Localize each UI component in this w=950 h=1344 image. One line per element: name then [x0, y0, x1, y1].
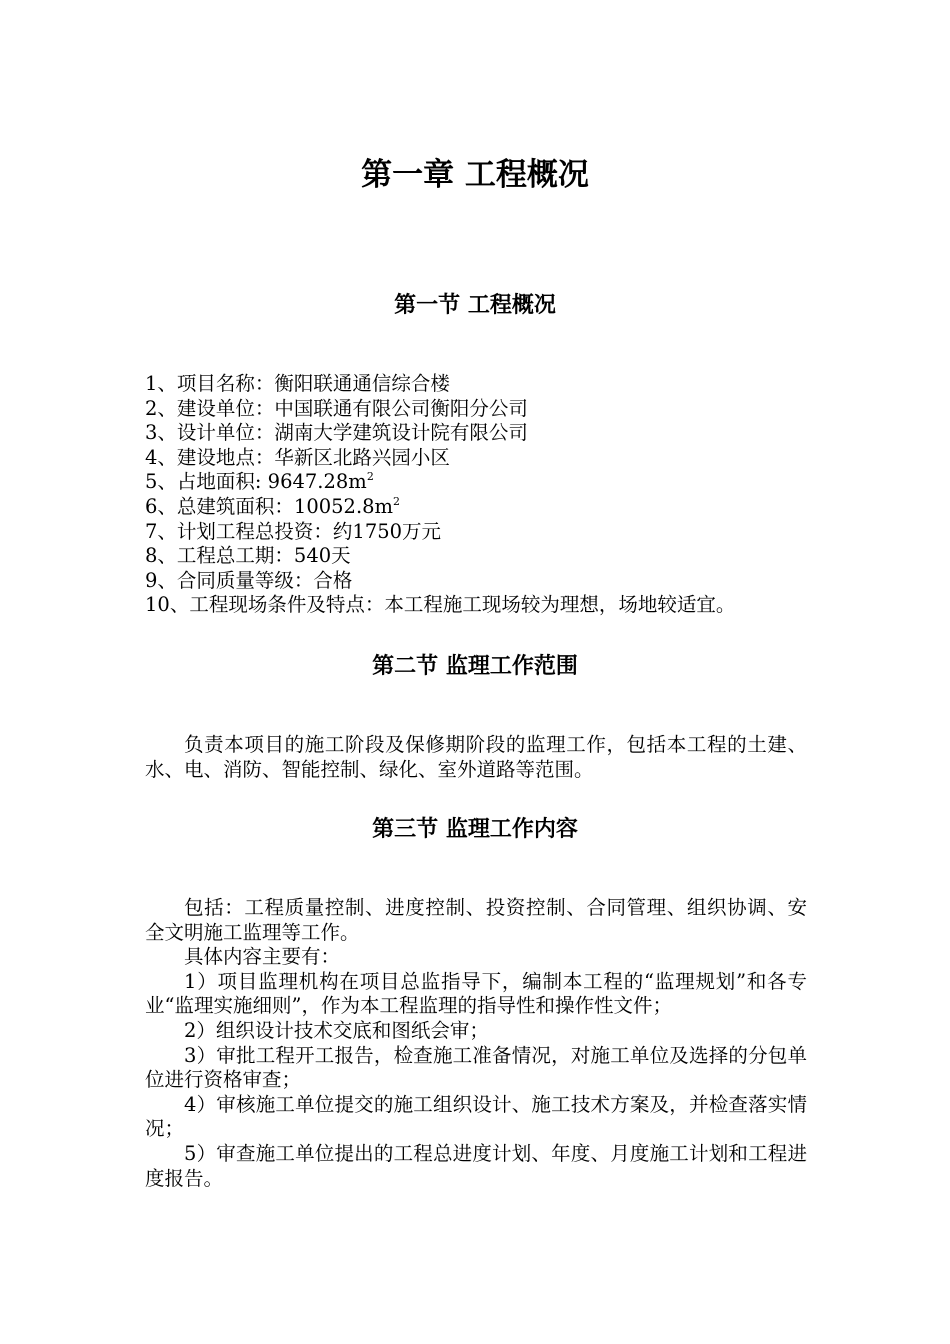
content-paragraph: 5）审查施工单位提出的工程总进度计划、年度、月度施工计划和工程进度报告。 [145, 1141, 807, 1190]
list-item-site-area [145, 470, 807, 495]
section-3-title: 第三节 监理工作内容 [372, 817, 578, 842]
chapter-title: 第一章 工程概况 [361, 157, 589, 193]
list-item-quality: 9、合同质量等级：合格 [145, 568, 353, 592]
content-paragraph: 3）审批工程开工报告，检查施工准备情况，对施工单位及选择的分包单位进行资格审查； [145, 1043, 807, 1092]
list-item-project-name: 1、项目名称：衡阳联通通信综合楼 [145, 372, 450, 395]
scope-block [145, 733, 807, 782]
project-info-list [145, 372, 807, 618]
content-paragraph: 1）项目监理机构在项目总监指导下，编制本工程的“监理规划”和各专业“监理实施细则”，作为本工程监理的指导性和操作性文件； [145, 969, 807, 1018]
list-item-floor-area [145, 495, 807, 520]
content-paragraph: 4）审核施工单位提交的施工组织设计、施工技术方案及，并检查落实情况； [145, 1092, 807, 1141]
list-item-duration: 8、工程总工期：540天 [145, 544, 351, 568]
content-paragraph: 具体内容主要有： [184, 945, 341, 969]
floor-area-text: 6、总建筑面积：10052.8m [145, 494, 394, 518]
list-item-client: 2、建设单位：中国联通有限公司衡阳分公司 [145, 396, 528, 420]
superscript-2: 2 [393, 494, 401, 508]
content-paragraph: 2）组织设计技术交底和图纸会审； [184, 1018, 489, 1042]
content-paragraph: 包括：工程质量控制、进度控制、投资控制、合同管理、组织协调、安全文明施工监理等工作。 [145, 896, 807, 944]
site-area-text: 5、占地面积: 9647.28m [145, 470, 367, 494]
section-2-title: 第二节 监理工作范围 [372, 654, 578, 679]
superscript-2: 2 [366, 470, 374, 484]
list-item-location: 4、建设地点：华新区北路兴园小区 [145, 445, 450, 469]
list-item-designer: 3、设计单位：湖南大学建筑设计院有限公司 [145, 421, 528, 445]
list-item-investment: 7、计划工程总投资：约1750万元 [145, 519, 442, 543]
list-item-site-conditions: 10、工程现场条件及特点：本工程施工现场较为理想，场地较适宜。 [145, 593, 736, 617]
scope-paragraph: 负责本项目的施工阶段及保修期阶段的监理工作，包括本工程的土建、水、电、消防、智能控制、绿化、室外道路等范围。 [145, 733, 807, 781]
content-block [145, 896, 807, 1191]
section-1-title: 第一节 工程概况 [394, 293, 556, 318]
